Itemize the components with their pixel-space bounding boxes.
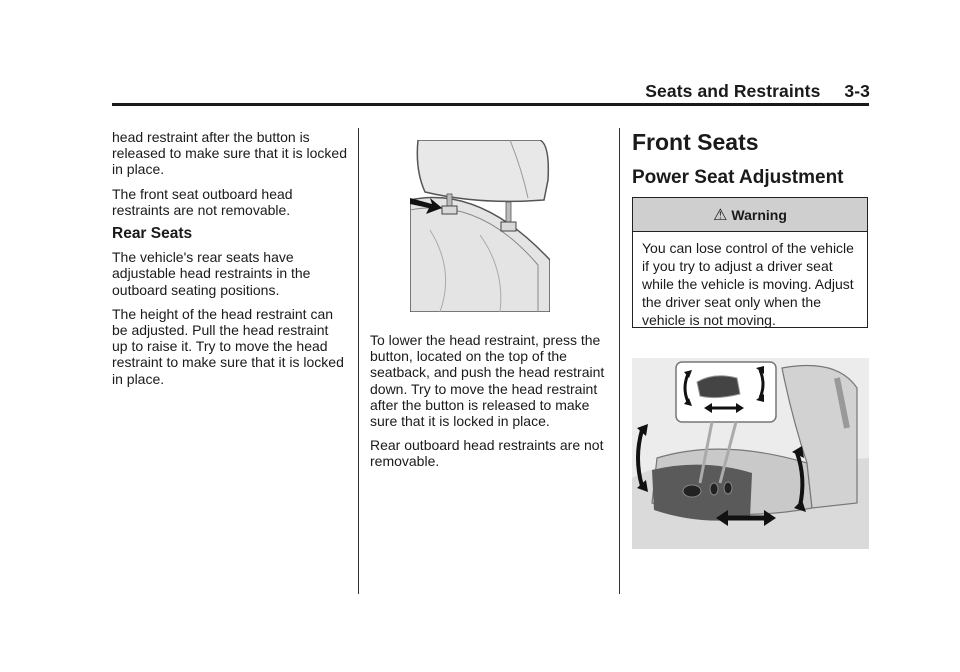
paragraph: Rear outboard head restraints are not removable.	[370, 437, 604, 470]
subheading-rear-seats: Rear Seats	[112, 225, 193, 243]
heading-power-seat-adjustment: Power Seat Adjustment	[632, 167, 844, 188]
warning-text: You can lose control of the vehicle if you try to adjust a driver seat while the vehicle is moving. Adjust the driver seat only when the vehicle is not moving.	[642, 240, 854, 328]
column-2	[370, 332, 610, 478]
paragraph: The front seat outboard head restraints are not removable.	[112, 185, 293, 218]
warning-box	[632, 197, 868, 328]
paragraph: head restraint after the button is released to make sure that it is locked in place.	[112, 129, 348, 178]
paragraph: The height of the head restraint can be adjusted. Pull the head restraint up to raise it. Try to move the head restraint to make sure that it is locked in place.	[112, 305, 344, 387]
power-seat-controls-figure	[632, 358, 869, 549]
warning-header	[633, 198, 867, 232]
column-divider-2	[619, 128, 620, 594]
column-3	[632, 128, 872, 190]
paragraph: To lower the head restraint, press the button, located on the top of the seatback, and push the head restraint down. Try to move the head restraint after the button is released to make sure that it is locked in place.	[370, 332, 605, 430]
warning-label: Warning	[731, 206, 787, 223]
column-1	[112, 129, 347, 395]
paragraph: The vehicle's rear seats have adjustable head restraints in the outboard seating positions.	[112, 249, 311, 298]
warning-triangle-icon: ⚠	[713, 206, 728, 224]
head-restraint-figure	[410, 140, 550, 312]
page-number: 3-3	[844, 81, 870, 101]
page-header	[645, 81, 870, 102]
heading-front-seats: Front Seats	[632, 129, 759, 155]
column-divider-1	[358, 128, 359, 594]
header-rule	[112, 103, 869, 106]
section-title: Seats and Restraints	[645, 81, 821, 101]
